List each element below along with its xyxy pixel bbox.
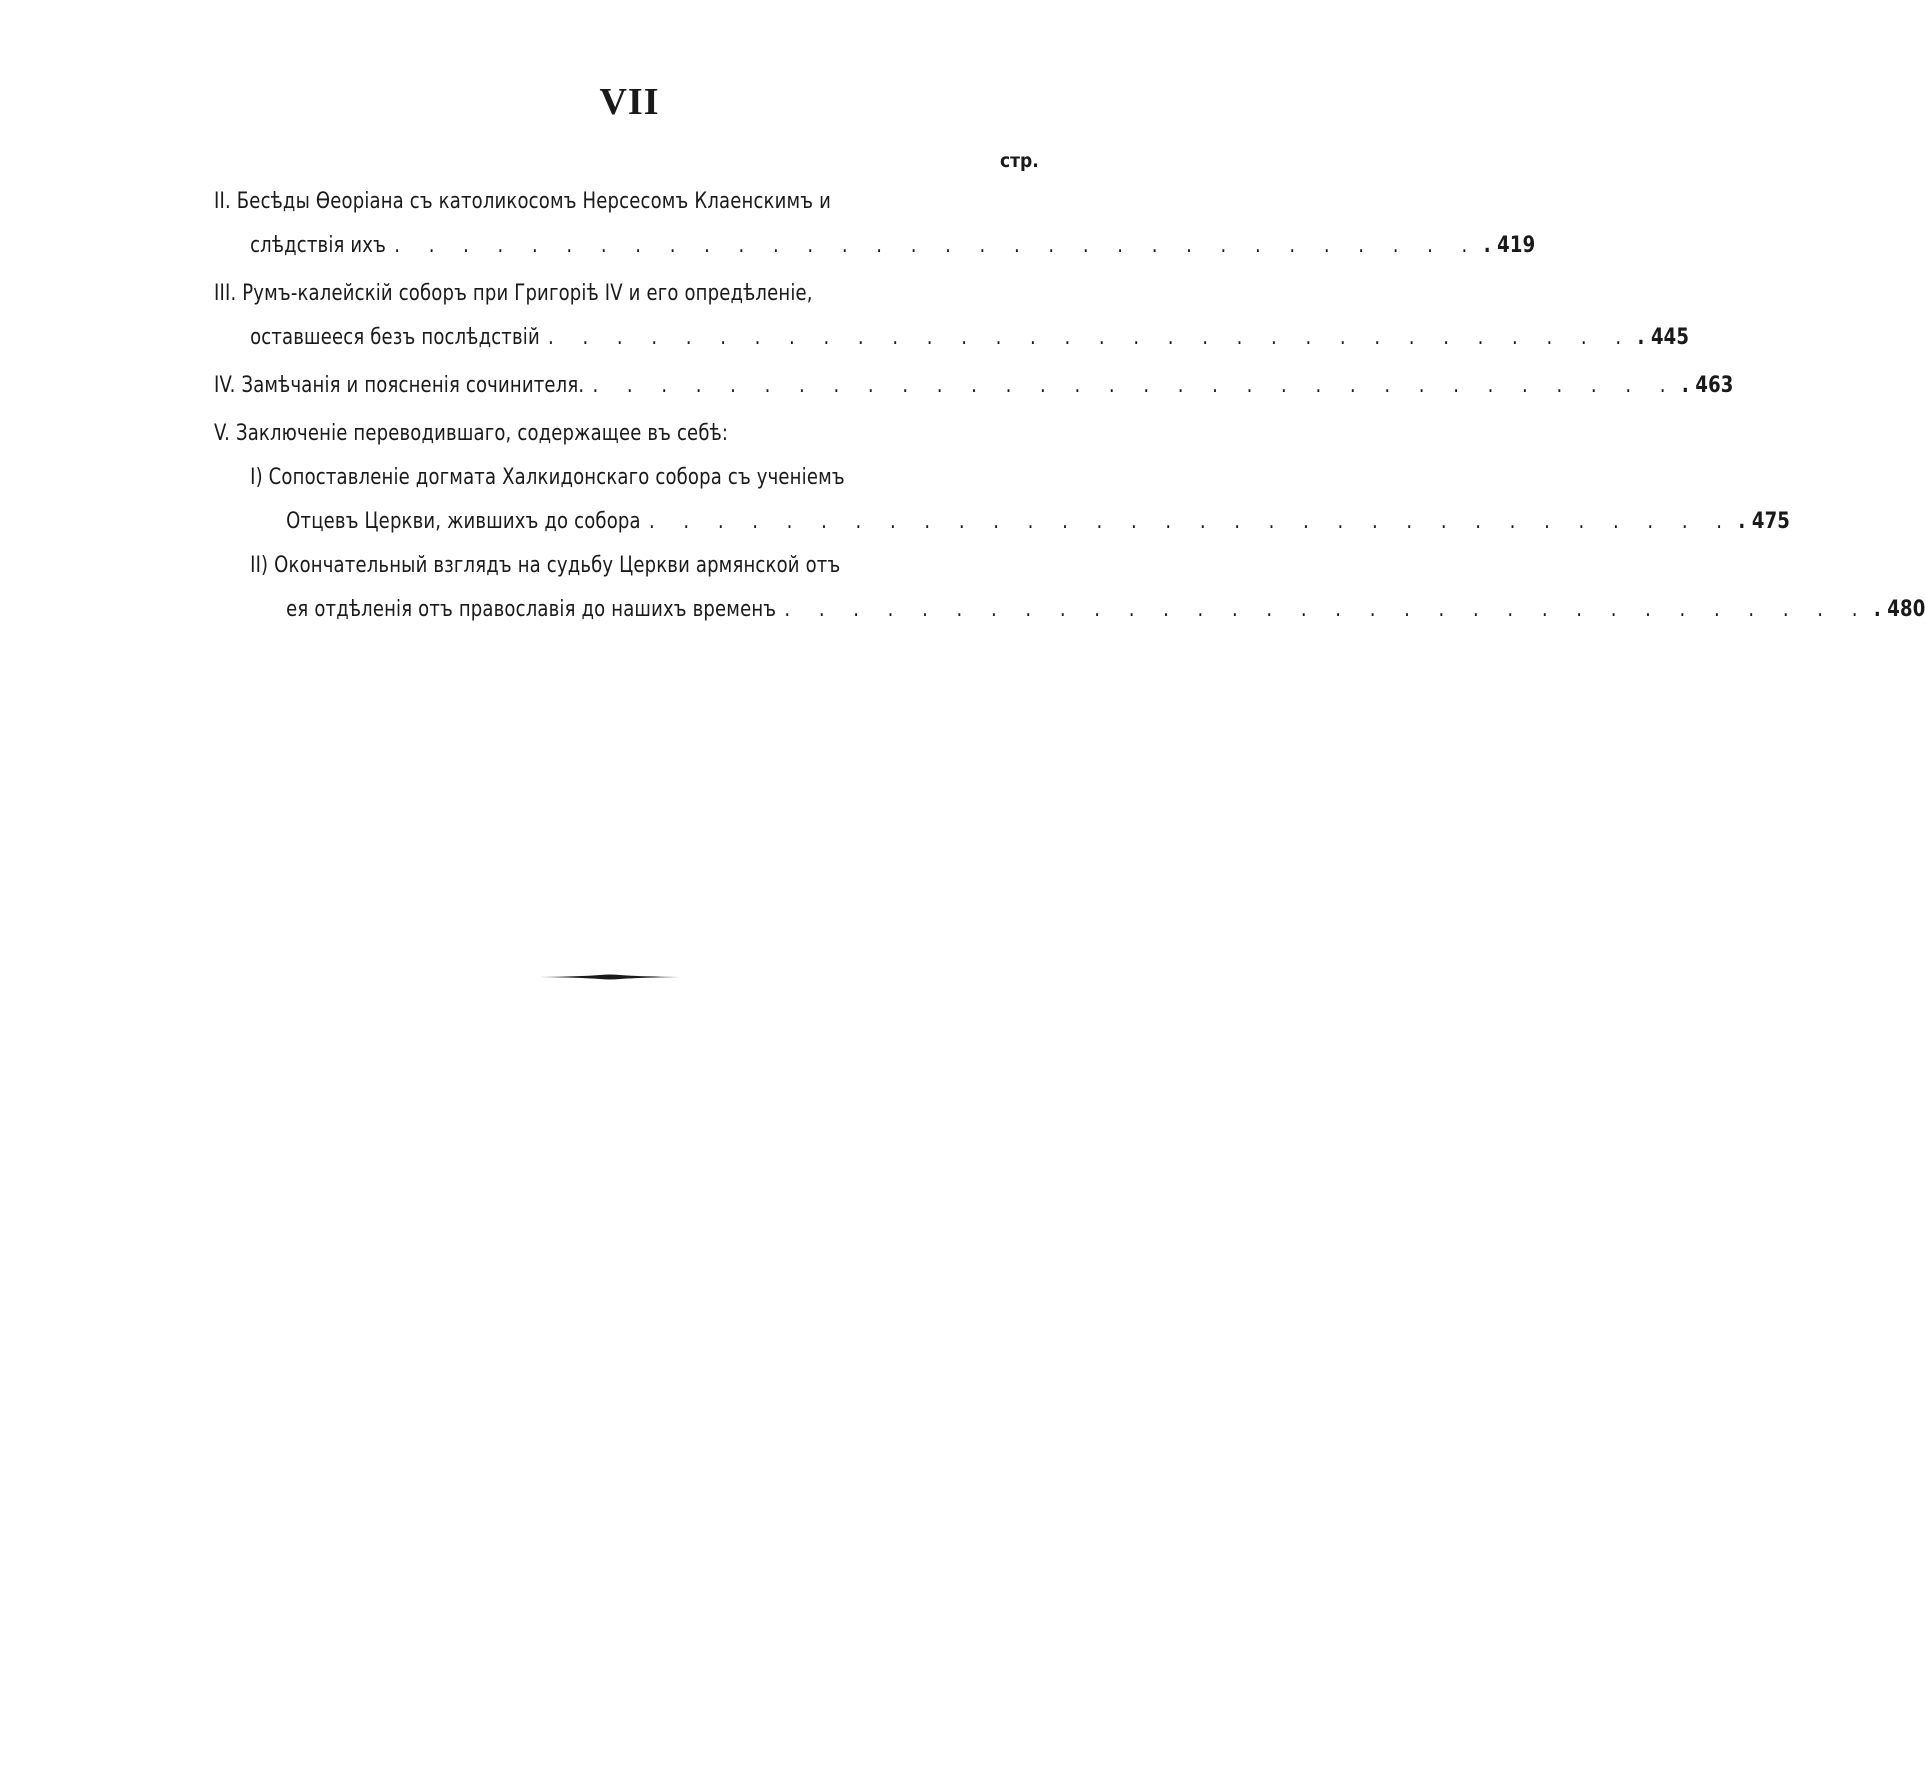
toc-entry-title-cont: слѣдствія ихъ xyxy=(250,233,387,258)
toc-page-number: . 480 xyxy=(1873,597,1925,622)
toc-subentry-title: II) Окончательный взглядъ на судьбу Церкви армянской отъ xyxy=(250,553,841,578)
page-number: VII xyxy=(599,81,660,123)
leader-dots: . . . . . . . . . . . . . . . . . . . . . . . . . . . . . . . . xyxy=(784,597,1869,622)
toc-entry-iii xyxy=(214,272,1690,360)
page-column-header: стр. xyxy=(1000,150,1039,172)
toc-entry-title: V. Заключеніе переводившаго, содержащее въ себѣ: xyxy=(214,421,729,446)
toc-subentry-title-cont: ея отдѣленія отъ православія до нашихъ временъ xyxy=(286,597,777,622)
leader-dots: . . . . . . . . . . . . . . . . . . . . . . . . . . . . . . . . xyxy=(648,509,1734,534)
table-of-contents xyxy=(214,180,1925,632)
toc-page-number: . 475 xyxy=(1738,509,1791,534)
toc-entry-title: III. Румъ-калейскій соборъ при Григоріѣ IV и его опредѣленіе, xyxy=(214,281,813,306)
toc-subentry-title: I) Сопоставленіе догмата Халкидонскаго собора съ ученіемъ xyxy=(250,465,845,490)
toc-entry-title: II. Бесѣды Ѳеоріана съ католикосомъ Нерсесомъ Клаенскимъ и xyxy=(214,189,831,214)
toc-entry-title: IV. Замѣчанія и поясненія сочинителя. xyxy=(214,373,585,398)
toc-entry-v xyxy=(214,412,1925,632)
toc-page-number: . 463 xyxy=(1681,373,1734,398)
toc-entry-title-cont: оставшееся безъ послѣдствій xyxy=(250,325,540,350)
toc-entry-ii xyxy=(214,180,1536,268)
leader-dots: . . . . . . . . . . . . . . . . . . . . . . . . . . . . . . . . xyxy=(394,233,1479,258)
leader-dots: . . . . . . . . . . . . . . . . . . . . . . . . . . . . . . . . xyxy=(592,373,1677,398)
ornament-divider xyxy=(540,972,680,982)
toc-page-number: . 445 xyxy=(1637,325,1690,350)
toc-subentry-ii xyxy=(250,544,1925,632)
leader-dots: . . . . . . . . . . . . . . . . . . . . . . . . . . . . . . . . xyxy=(548,325,1633,350)
toc-page-number: . 419 xyxy=(1483,233,1536,258)
toc-entry-iv xyxy=(214,364,1734,408)
toc-subentry-title-cont: Отцевъ Церкви, жившихъ до собора xyxy=(286,509,641,534)
toc-subentry-i xyxy=(250,456,1791,544)
